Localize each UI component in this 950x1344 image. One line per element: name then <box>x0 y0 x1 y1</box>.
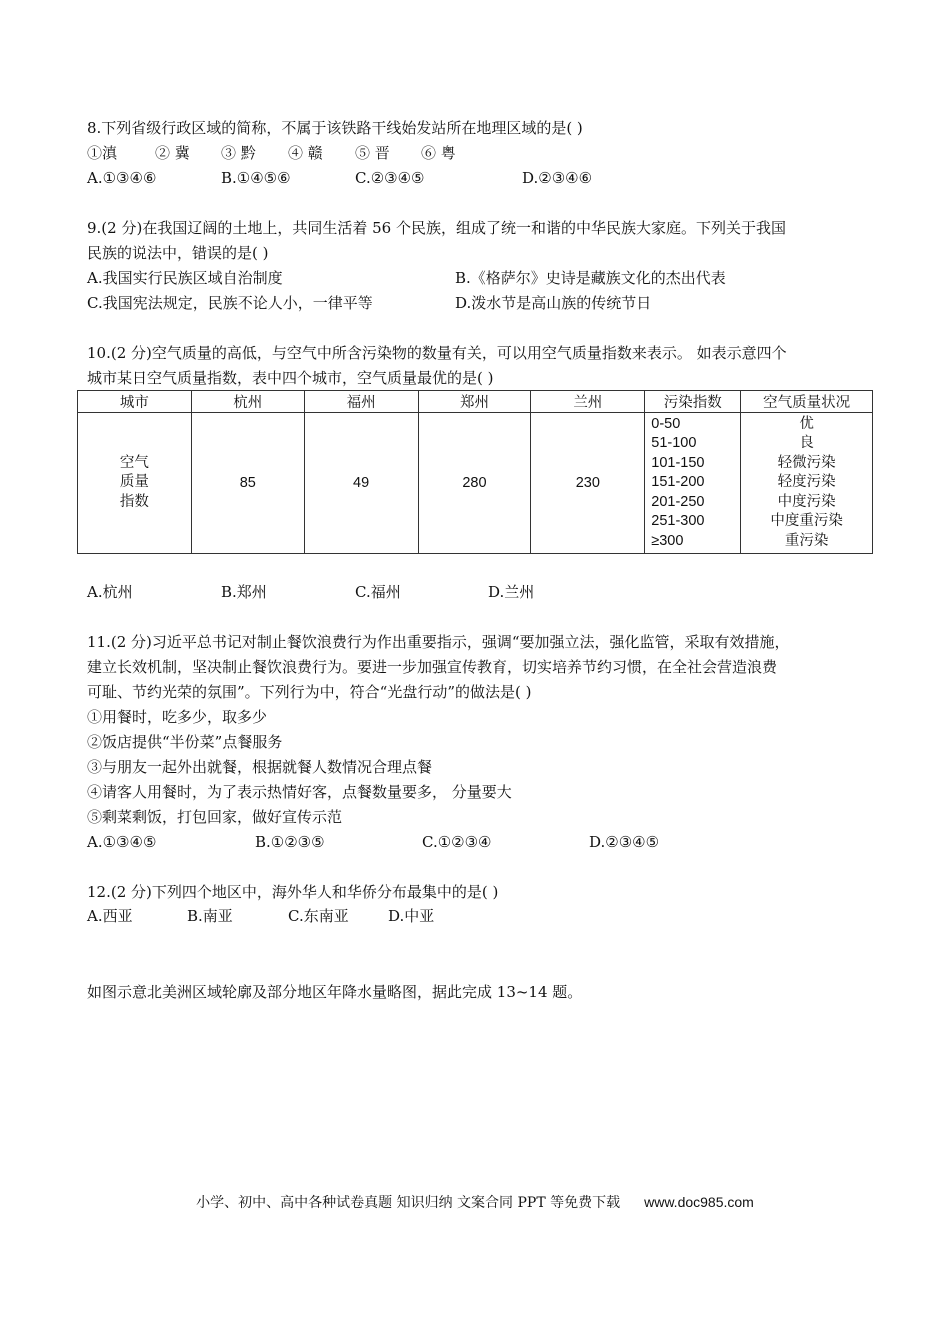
table-header-row <box>78 391 873 413</box>
header-air-quality-status: 空气质量状况 <box>741 391 873 413</box>
q10-option-b: B.郑州 <box>221 583 267 601</box>
header-hangzhou: 杭州 <box>191 391 304 413</box>
statuses-cell <box>741 413 873 554</box>
footer-url[interactable]: www.doc985.com <box>644 1194 754 1210</box>
q11-stem-line2: 建立长效机制，坚决制止餐饮浪费行为。要进一步加强宣传教育，切实培养节约习惯，在全社会营造浪费 <box>87 658 778 676</box>
q12-option-c: C.东南亚 <box>288 907 349 925</box>
q11-statement: ⑤剩菜剩饭，打包回家，做好宣传示范 <box>87 808 343 826</box>
air-quality-status: 中度重污染 <box>770 513 843 530</box>
q10-stem-line2: 城市某日空气质量指数，表中四个城市，空气质量最优的是( ) <box>87 369 494 387</box>
header-lanzhou: 兰州 <box>531 391 645 413</box>
header-pollution-index: 污染指数 <box>645 391 741 413</box>
q8-item: ①滇 <box>87 144 118 162</box>
index-range: ≥300 <box>651 532 684 549</box>
index-range: 101-150 <box>651 454 705 471</box>
table-row <box>78 413 873 554</box>
q8-option-b: B.①④⑤⑥ <box>221 169 291 187</box>
value-fuzhou: 49 <box>304 413 418 554</box>
q10-option-d: D.兰州 <box>488 583 535 601</box>
row-label-cell <box>78 413 192 554</box>
air-quality-table <box>77 390 873 554</box>
air-quality-status: 良 <box>799 435 814 452</box>
q12-option-a: A.西亚 <box>87 907 133 925</box>
q8-item: ② 冀 <box>155 144 190 162</box>
value-hangzhou: 85 <box>191 413 304 554</box>
q10-stem-line1: 10.(2 分)空气质量的高低，与空气中所含污染物的数量有关，可以用空气质量指数来表示。 如表示意四个 <box>87 344 787 362</box>
index-range: 251-300 <box>651 513 705 530</box>
q10-option-c: C.福州 <box>355 583 401 601</box>
footer-text: 小学、初中、高中各种试卷真题 知识归纳 文案合同 PPT 等免费下载 <box>196 1195 621 1211</box>
q11-statement: ②饭店提供“半份菜”点餐服务 <box>87 733 283 751</box>
q11-statement: ①用餐时，吃多少，取多少 <box>87 708 268 726</box>
air-quality-status: 轻微污染 <box>777 454 836 471</box>
q10-option-a: A.杭州 <box>87 583 133 601</box>
q11-option-d: D.②③④⑤ <box>589 833 660 851</box>
q11-statement: ③与朋友一起外出就餐，根据就餐人数情况合理点餐 <box>87 758 433 776</box>
q11-option-a: A.①③④⑤ <box>87 833 157 851</box>
header-fuzhou: 福州 <box>304 391 418 413</box>
q9-option-a: A.我国实行民族区域自治制度 <box>87 269 283 287</box>
row-label-line: 质量 <box>119 474 149 491</box>
header-zhengzhou: 郑州 <box>418 391 531 413</box>
q9-option-d: D.泼水节是高山族的传统节日 <box>455 294 652 312</box>
q12-stem: 12.(2 分)下列四个地区中，海外华人和华侨分布最集中的是( ) <box>87 883 499 901</box>
index-range: 0-50 <box>651 415 681 432</box>
q8-option-d: D.②③④⑥ <box>522 169 593 187</box>
value-zhengzhou: 280 <box>418 413 531 554</box>
q8-stem: 8.下列省级行政区域的简称，不属于该铁路干线始发站所在地理区域的是( ) <box>87 119 583 137</box>
q8-option-c: C.②③④⑤ <box>355 169 425 187</box>
air-quality-status: 重污染 <box>784 532 829 549</box>
q11-stem-line1: 11.(2 分)习近平总书记对制止餐饮浪费行为作出重要指示，强调“要加强立法，强化监管，采取有效措施， <box>87 633 790 651</box>
q8-item: ④ 赣 <box>288 144 323 162</box>
q11-option-b: B.①②③⑤ <box>255 833 325 851</box>
q13-14-intro: 如图示意北美洲区域轮廓及部分地区年降水量略图，据此完成 13~14 题。 <box>87 983 583 1001</box>
index-ranges-cell <box>645 413 741 554</box>
q8-item: ③ 黔 <box>221 144 256 162</box>
air-quality-status: 轻度污染 <box>777 474 836 491</box>
q9-option-b: B.《格萨尔》史诗是藏族文化的杰出代表 <box>455 269 726 287</box>
q9-stem-line2: 民族的说法中，错误的是( ) <box>87 244 269 262</box>
q9-option-c: C.我国宪法规定，民族不论人小，一律平等 <box>87 294 373 312</box>
header-city: 城市 <box>78 391 192 413</box>
q8-item: ⑤ 晋 <box>355 144 390 162</box>
row-label-line: 指数 <box>119 493 149 510</box>
air-quality-status: 优 <box>799 415 814 432</box>
value-lanzhou: 230 <box>531 413 645 554</box>
q11-stem-line3: 可耻、节约光荣的氛围”。下列行为中，符合“光盘行动”的做法是( ) <box>87 683 532 701</box>
air-quality-status: 中度污染 <box>777 493 836 510</box>
q8-option-a: A.①③④⑥ <box>87 169 157 187</box>
row-label-line: 空气 <box>119 454 149 471</box>
index-range: 151-200 <box>651 474 705 491</box>
index-range: 201-250 <box>651 493 705 510</box>
q11-statement: ④请客人用餐时，为了表示热情好客，点餐数量要多， 分量要大 <box>87 783 512 801</box>
q12-option-d: D.中亚 <box>388 907 435 925</box>
q9-stem-line1: 9.(2 分)在我国辽阔的土地上，共同生活着 56 个民族，组成了统一和谐的中华民族大家庭。下列关于我国 <box>87 219 786 237</box>
index-range: 51-100 <box>651 435 697 452</box>
q8-item: ⑥ 粤 <box>421 144 456 162</box>
q11-option-c: C.①②③④ <box>422 833 492 851</box>
page-footer <box>0 1192 950 1212</box>
q12-option-b: B.南亚 <box>187 907 233 925</box>
